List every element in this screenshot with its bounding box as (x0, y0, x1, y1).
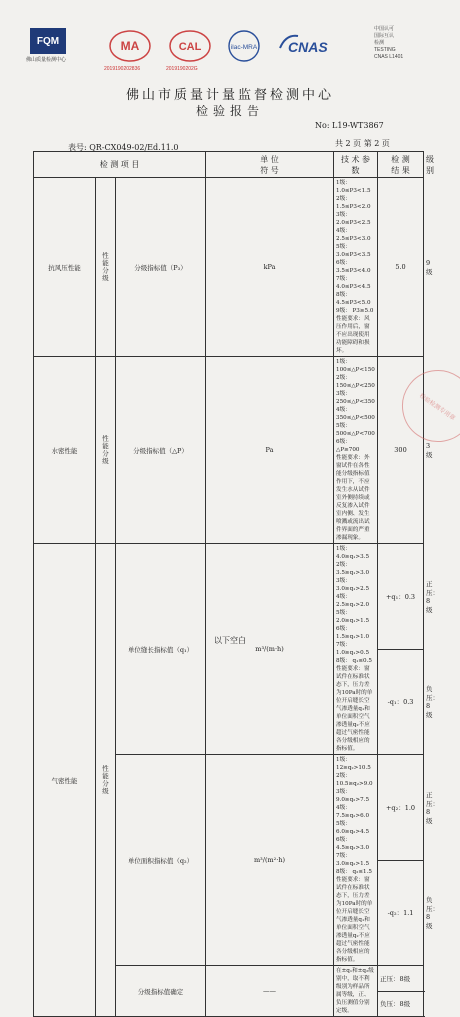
tech-line: 5级：2.0≥q₁>1.5 (336, 610, 370, 624)
air-length-index: 单位缝长指标值（q₁） (116, 544, 206, 755)
table-row-air-length-pos: 气密性能 性能分级 单位缝长指标值（q₁） m³/(m·h) 1级：4.0≥q₁>3.5 2级：3.5≥q₁>3.0 3级：3.0≥q₁>2.5 4级：2.5≥q₁>2.0 5级：2.0≥q₁>1.5 6级：1.5≥q₁>1.0 7级：1.0≥q₁>0.5 8级： q₁≤0.5 性能要求：窗试件在标准状态下，压力差为10Pa时的单位开启缝长空气渗透量q₁和单位面积空气渗透量q₂不应超过气密性能各分级相应的指标值。 +q₁：0.3 正压：8级 (34, 544, 424, 650)
tech-line: 4级：350≤△P<500 (336, 407, 375, 421)
table-row-air-area-neg: -q₂：1.1 负压：8级 (34, 860, 424, 966)
cma-logo-text: MA (120, 39, 140, 53)
table-row-air-length-neg: -q₁：0.3 负压：8级 (34, 649, 424, 755)
tech-line: 8级：4.5≤P3<5.0 (336, 292, 371, 306)
air-final-pos: 正压：8级 (378, 966, 424, 992)
tech-line: 6级：4.5≥q₂>3.0 (336, 837, 370, 851)
cal-logo-text: CAL (178, 41, 202, 53)
tech-line: 性能要求：窗试件在标准状态下，压力差为10Pa时的单位开启缝长空气渗透量q₁和单位面积空气渗透量q₂不应超过气密性能各分级相应的指标值。 (336, 877, 373, 963)
tech-line: 2级：3.5≥q₁>3.0 (336, 562, 370, 576)
air-length-tech (334, 544, 378, 755)
tech-line: 1级：12≥q₂>10.5 (336, 757, 371, 771)
air-final-neg: 负压：8级 (378, 991, 424, 1017)
tech-line: 6级：1.5≥q₁>1.0 (336, 626, 370, 640)
tech-line: 1级：100≤△P<150 (336, 359, 375, 373)
table-row-wind: 抗风压性能 性能分级 分级指标值（P₃） kPa 1级：1.0≤P3<1.5 2级：1.5≤P3<2.0 3级：2.0≤P3<2.5 4级：2.5≤P3<3.0 5级：3.0≤P3<3.5 6级：3.5≤P3<4.0 7级：4.0≤P3<4.5 8级：4.5≤P3<5.0 9级： P3≥5.0 性能要求：风压作用后，窗不应出现使用功能障碍和损坏。 5.0 9级 (34, 178, 424, 357)
cnas-line: 中国认可 (374, 26, 395, 32)
report-number: No: L19-WT3867 (315, 121, 384, 130)
water-name: 水密性能 (34, 357, 96, 544)
cma-code: 2019190202836 (104, 66, 141, 72)
tech-line: 4级：7.5≥q₂>6.0 (336, 805, 370, 819)
water-group-cell (96, 357, 116, 544)
cal-logo (168, 28, 212, 64)
air-area-pos-value: +q₂：1.0 (378, 755, 424, 861)
ilac-logo-text: ilac-MRA (230, 44, 258, 51)
fqm-subtitle: 佛山质量检测中心 (26, 57, 67, 63)
footer-note: 以下空白 (214, 636, 246, 645)
air-final-tech: 在±q₁和±q₂级别中，取不利级别为样品所属等级，正、负压测值分别定级。 (334, 966, 378, 1017)
tech-line: 3级：2.0≤P3<2.5 (336, 212, 371, 226)
tech-line: 6级： △P≥700 (336, 439, 360, 453)
water-group: 性能分级 (101, 435, 109, 465)
cnas-caption (374, 26, 403, 61)
header-result: 检 测 结 果 (378, 152, 424, 178)
tech-line: 性能要求：窗试件在标准状态下，压力差为10Pa时的单位开启缝长空气渗透量q₁和单位面积空气渗透量q₂不应超过气密性能各分级相应的指标值。 (336, 666, 373, 752)
tech-line: 2级：150≤△P<250 (336, 375, 375, 389)
tech-line: 性能要求：风压作用后，窗不应出现使用功能障碍和损坏。 (336, 316, 370, 354)
header-item: 检 测 项 目 (34, 152, 206, 178)
header-unit: 单 位 符 号 (206, 152, 334, 178)
cal-code: 2019190202G (166, 66, 198, 72)
tech-line: 5级：6.0≥q₂>4.5 (336, 821, 370, 835)
air-length-pos-value: +q₁：0.3 (378, 544, 424, 650)
wind-tech (334, 178, 378, 357)
fqm-logo: FQM (30, 28, 66, 54)
header-tech: 技 术 参 数 (334, 152, 378, 178)
wind-group-cell (96, 178, 116, 357)
tech-line: 1级：4.0≥q₁>3.5 (336, 546, 370, 560)
tech-line: 6级：3.5≤P3<4.0 (336, 260, 371, 274)
air-area-neg-value: -q₂：1.1 (378, 860, 424, 966)
water-index: 分级指标值（△P） (116, 357, 206, 544)
wind-name: 抗风压性能 (34, 178, 96, 357)
table-header-row: 检 测 项 目 单 位 符 号 技 术 参 数 检 测 结 果 级别 (34, 152, 424, 178)
water-tech (334, 357, 378, 544)
table-row-water: 水密性能 性能分级 分级指标值（△P） Pa 1级：100≤△P<150 2级：150≤△P<250 3级：250≤△P<350 4级：350≤△P<500 5级：500≤△P<700 6级： △P≥700 性能要求：外窗试件在各性能分级指标值作用下，不应发生水从试件室外侧持续或反复渗入试件室内侧、发生喷溅或流出试件界面的严重渗漏现象。 300 3级 (34, 357, 424, 544)
tech-line: 2级：1.5≤P3<2.0 (336, 196, 371, 210)
air-length-unit: m³/(m·h) (206, 544, 334, 755)
tech-line: 7级：1.0≥q₁>0.5 (336, 642, 370, 656)
air-area-tech (334, 755, 378, 966)
tech-line: 7级：3.0≥q₂>1.5 (336, 853, 370, 867)
tech-line: 性能要求：外窗试件在各性能分级指标值作用下，不应发生水从试件室外侧持续或反复渗入试件室内侧、发生喷溅或流出试件界面的严重渗漏现象。 (336, 455, 370, 541)
tech-line: 5级：3.0≤P3<3.5 (336, 244, 371, 258)
tech-line: 4级：2.5≤P3<3.0 (336, 228, 371, 242)
water-unit: Pa (206, 357, 334, 544)
cma-logo (108, 28, 152, 64)
tech-line: 9级： P3≥5.0 (336, 308, 374, 314)
cnas-logo-text: CNAS (288, 39, 328, 55)
wind-group: 性能分级 (101, 252, 109, 282)
cnas-line: 国际互认 (374, 33, 395, 39)
air-length-neg-value: -q₁：0.3 (378, 649, 424, 755)
report-subtitle: 检验报告 (195, 104, 264, 118)
air-area-index: 单位面积指标值（q₂） (116, 755, 206, 966)
ilac-logo (224, 28, 264, 64)
tech-line: 5级：500≤△P<700 (336, 423, 375, 437)
tech-line: 3级：3.0≥q₁>2.5 (336, 578, 370, 592)
tech-line: 7级：4.0≤P3<4.5 (336, 276, 371, 290)
wind-result: 5.0 (378, 178, 424, 357)
tech-line: 2级：10.5≥q₂>9.0 (336, 773, 373, 787)
page-info: 共 2 页 第 2 页 (335, 139, 390, 148)
tech-line: 4级：2.5≥q₁>2.0 (336, 594, 370, 608)
water-result: 300 (378, 357, 424, 544)
wind-index: 分级指标值（P₃） (116, 178, 206, 357)
tech-line: 1级：1.0≤P3<1.5 (336, 180, 371, 194)
certification-logos (26, 26, 440, 78)
air-group-cell (96, 544, 116, 1017)
wind-unit: kPa (206, 178, 334, 357)
form-number: 表号: QR-CX049-02/Ed.11.0 (68, 143, 179, 152)
tech-line: 3级：250≤△P<350 (336, 391, 375, 405)
cnas-logo (274, 28, 370, 64)
cnas-line: CNAS L1401 (374, 54, 404, 60)
air-final-index: 分级指标值确定 (116, 966, 206, 1017)
cnas-line: 检测 (374, 40, 385, 46)
air-group: 性能分级 (101, 765, 109, 795)
air-final-unit: —— (206, 966, 334, 1017)
table-row-air-area-pos: 单位面积指标值（q₂） m³/(m²·h) 1级：12≥q₂>10.5 2级：10.5≥q₂>9.0 3级：9.0≥q₂>7.5 4级：7.5≥q₂>6.0 5级：6.0≥q₂>4.5 6级：4.5≥q₂>3.0 7级：3.0≥q₂>1.5 8级： q₂≤1.5 性能要求：窗试件在标准状态下，压力差为10Pa时的单位开启缝长空气渗透量q₁和单位面积空气渗透量q₂不应超过气密性能各分级相应的指标值。 +q₂：1.0 正压：8级 (34, 755, 424, 861)
tech-line: 8级： q₂≤1.5 (336, 869, 372, 875)
inspection-stamp: 检验检测专用章 (388, 356, 460, 456)
air-area-unit: m³/(m²·h) (206, 755, 334, 966)
cnas-line: TESTING (374, 47, 396, 53)
report-title: 佛山市质量计量监督检测中心 (125, 88, 334, 103)
air-name: 气密性能 (34, 544, 96, 1017)
tech-line: 8级： q₁≤0.5 (336, 658, 372, 664)
tech-line: 3级：9.0≥q₂>7.5 (336, 789, 370, 803)
